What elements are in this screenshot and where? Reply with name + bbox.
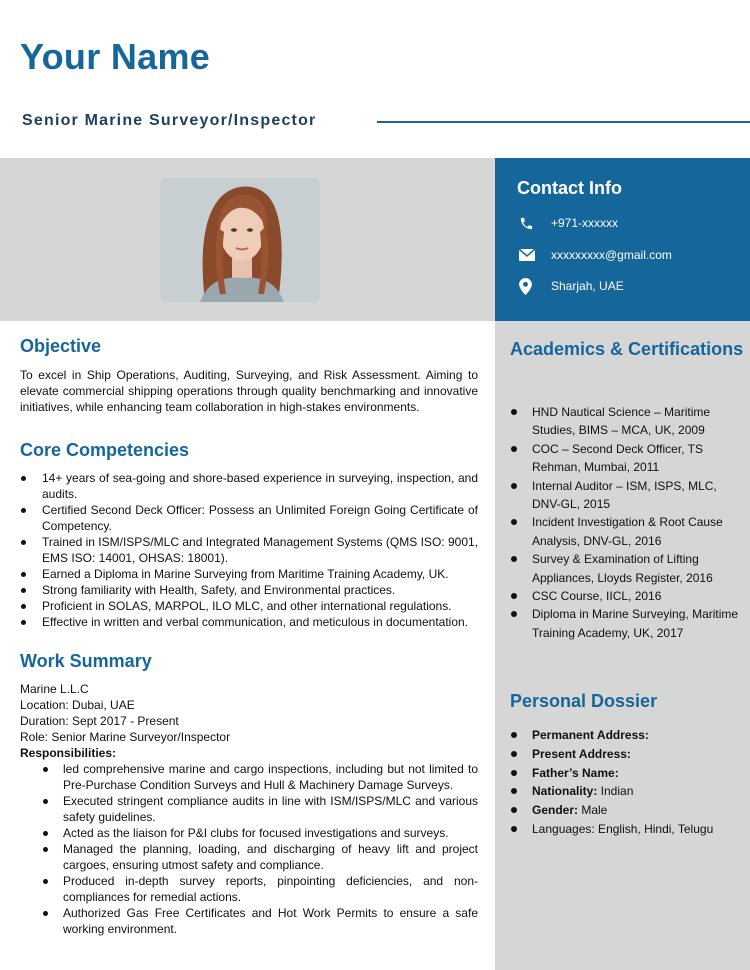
list-item: Diploma in Marine Surveying, Maritime Training Academy, UK, 2017 (510, 605, 740, 642)
list-item: Produced in-depth survey reports, pinpointing deficiencies, and non-compliances for remedial actions. (41, 873, 478, 905)
list-item: Certified Second Deck Officer: Possess an Unlimited Foreign Going Certificate of Competency. (20, 502, 478, 534)
dossier-value: Indian (597, 784, 634, 799)
responsibilities-list (41, 761, 478, 937)
dossier-list (510, 726, 745, 839)
list-item: Earned a Diploma in Marine Surveying from Maritime Training Academy, UK. (20, 566, 478, 582)
list-item: Effective in written and verbal communication, and meticulous in documentation. (20, 614, 478, 630)
list-item (510, 782, 745, 801)
list-item (510, 764, 745, 783)
contact-email[interactable]: xxxxxxxxx@gmail.com (551, 248, 672, 262)
dossier-title: Personal Dossier (510, 691, 658, 711)
email-icon (519, 249, 551, 261)
phone-icon (519, 216, 551, 231)
dossier-label: Present Address: (532, 746, 631, 761)
dossier-label: Father’s Name: (532, 765, 619, 780)
academics-title: Academics & Certifications (510, 339, 744, 359)
work-role: Role: Senior Marine Surveyor/Inspector (20, 730, 231, 744)
list-item: Managed the planning, loading, and discharging of heavy lift and project cargoes, ensuring utmost safety and compliance. (41, 841, 478, 873)
dossier-value: Male (578, 803, 608, 818)
resume-name: Your Name (20, 36, 211, 77)
contact-phone-row (519, 213, 618, 233)
dossier-value: Languages: English, Hindi, Telugu (532, 821, 714, 836)
dossier-label: Nationality: (532, 784, 598, 799)
contact-email-row (519, 245, 672, 265)
list-item: Acted as the liaison for P&I clubs for focused investigations and surveys. (41, 825, 478, 841)
dossier-label: Gender: (532, 803, 579, 818)
competencies-title: Core Competencies (20, 440, 190, 460)
list-item (510, 745, 745, 764)
profile-photo (160, 178, 320, 302)
responsibilities-label: Responsibilities: (20, 746, 117, 760)
competencies-list (20, 470, 478, 630)
list-item: Internal Auditor – ISM, ISPS, MLC, DNV-GL, 2015 (510, 477, 740, 514)
list-item: Executed stringent compliance audits in line with ISM/ISPS/MLC and various safety guidelines. (41, 793, 478, 825)
divider (377, 121, 750, 123)
list-item: 14+ years of sea-going and shore-based experience in surveying, inspection, and audits. (20, 470, 478, 502)
work-duration: Duration: Sept 2017 - Present (20, 714, 179, 728)
objective-text: To excel in Ship Operations, Auditing, Surveying, and Risk Assessment. Aiming to elevate commercial shipping operations through quality benchmarking and innovative initiatives, while enhancing team collaboration in high-stakes environments. (20, 368, 478, 414)
list-item: Authorized Gas Free Certificates and Hot Work Permits to ensure a safe working environment. (41, 905, 478, 937)
right-column (495, 321, 750, 970)
work-title: Work Summary (20, 651, 152, 671)
location-pin-icon (519, 278, 551, 295)
contact-location-row (519, 276, 624, 296)
list-item: Incident Investigation & Root Cause Analysis, DNV-GL, 2016 (510, 513, 740, 550)
contact-location: Sharjah, UAE (551, 279, 624, 293)
list-item (510, 820, 745, 839)
work-location: Location: Dubai, UAE (20, 698, 135, 712)
list-item (510, 726, 745, 745)
list-item: COC – Second Deck Officer, TS Rehman, Mumbai, 2011 (510, 440, 740, 477)
work-company: Marine L.L.C (20, 682, 89, 696)
list-item: Survey & Examination of Lifting Appliances, Lloyds Register, 2016 (510, 550, 740, 587)
work-block (20, 681, 478, 937)
list-item: HND Nautical Science – Maritime Studies, BIMS – MCA, UK, 2009 (510, 403, 740, 440)
contact-title: Contact Info (517, 178, 622, 198)
contact-phone[interactable]: +971-xxxxxx (551, 216, 619, 230)
contact-panel (495, 158, 750, 321)
objective-title: Objective (20, 336, 102, 356)
list-item: led comprehensive marine and cargo inspections, including but not limited to Pre-Purchase Condition Surveys and Hull & Machinery Damage Surveys. (41, 761, 478, 793)
resume-role: Senior Marine Surveyor/Inspector (22, 112, 317, 129)
list-item (510, 801, 745, 820)
list-item: Proficient in SOLAS, MARPOL, ILO MLC, and other international regulations. (20, 598, 478, 614)
academics-list (510, 403, 740, 642)
dossier-label: Permanent Address: (532, 728, 649, 742)
list-item: Strong familiarity with Health, Safety, and Environmental practices. (20, 582, 478, 598)
list-item: CSC Course, IICL, 2016 (510, 587, 740, 605)
list-item: Trained in ISM/ISPS/MLC and Integrated Management Systems (QMS ISO: 9001, EMS ISO: 14001, OHSAS: 18001). (20, 534, 478, 566)
